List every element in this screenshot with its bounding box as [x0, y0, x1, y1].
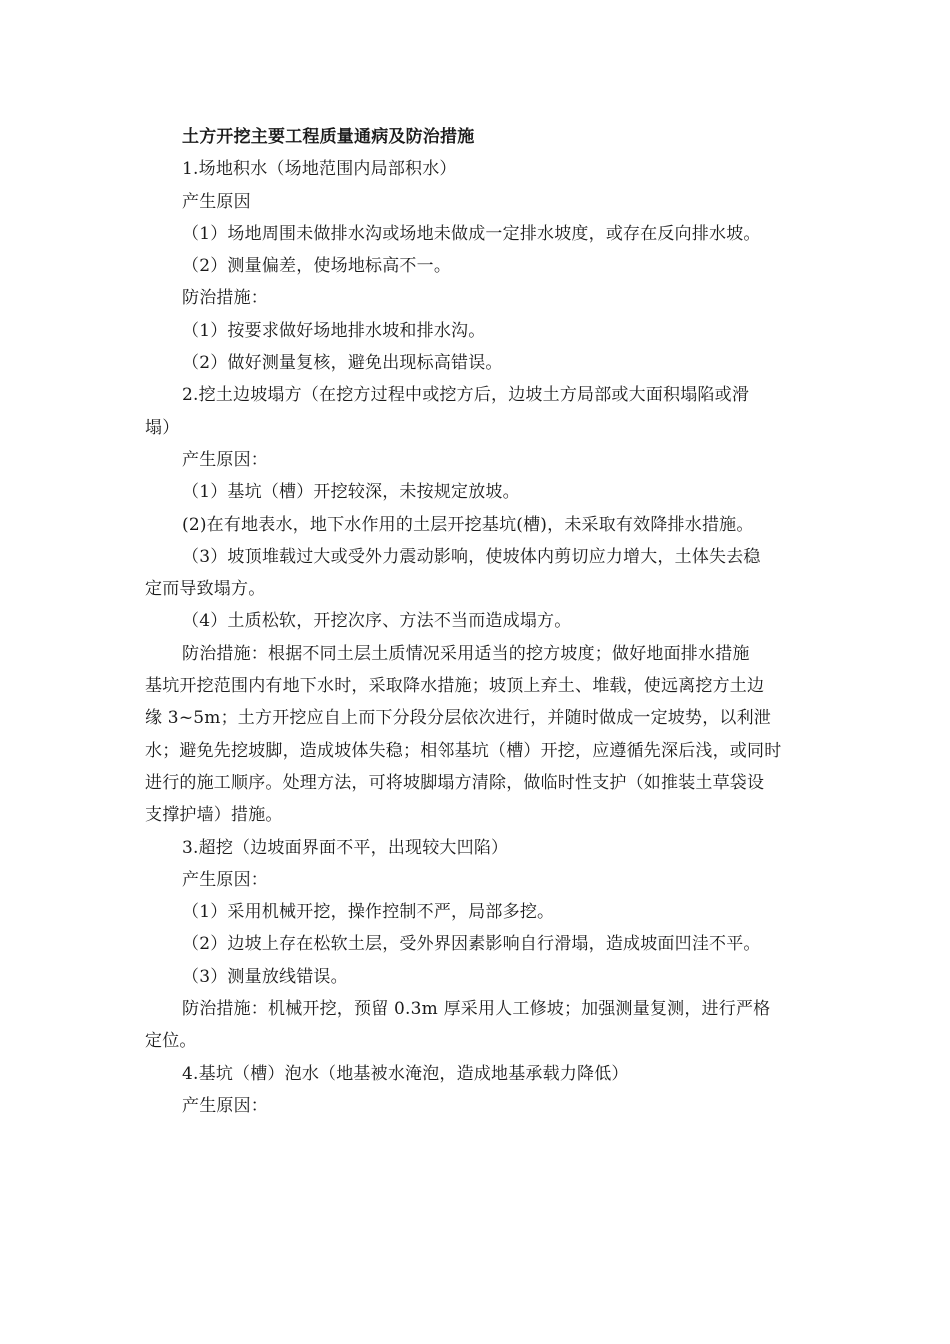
text-line: 基坑开挖范围内有地下水时，采取降水措施；坡顶上弃土、堆载，使远离挖方土边: [145, 676, 765, 697]
text-line: （2）测量偏差，使场地标高不一。: [182, 256, 452, 277]
text-line: 产生原因：: [182, 869, 268, 890]
section-heading-1: 1.场地积水（场地范围内局部积水）: [182, 159, 457, 180]
text-line: （1）基坑（槽）开挖较深，未按规定放坡。: [182, 482, 520, 503]
text-line: 定而导致塌方。: [145, 579, 266, 600]
text-line: 产生原因: [182, 191, 251, 212]
text-line: （2）做好测量复核，避免出现标高错误。: [182, 353, 503, 374]
text-line: 产生原因：: [182, 449, 268, 470]
document-title: 土方开挖主要工程质量通病及防治措施: [182, 127, 475, 147]
text-line: 防治措施：机械开挖，预留 0.3m 厚采用人工修坡；加强测量复测，进行严格: [182, 999, 771, 1020]
text-line: （1）采用机械开挖，操作控制不严，局部多挖。: [182, 902, 555, 923]
text-line: （3）测量放线错误。: [182, 966, 348, 987]
text-line: 进行的施工顺序。处理方法，可将坡脚塌方清除，做临时性支护（如推装土草袋设: [145, 772, 765, 793]
section-heading-2: 2.挖土边坡塌方（在挖方过程中或挖方后，边坡土方局部或大面积塌陷或滑: [182, 385, 750, 406]
document-body: [145, 121, 807, 1122]
text-line: （2）边坡上存在松软土层，受外界因素影响自行滑塌，造成坡面凹洼不平。: [182, 934, 761, 955]
section-heading-3: 3.超挖（边坡面界面不平，出现较大凹陷）: [182, 837, 509, 858]
text-line: （3）坡顶堆载过大或受外力震动影响，使坡体内剪切应力增大，土体失去稳: [182, 546, 761, 567]
text-line: 定位。: [145, 1031, 197, 1052]
text-line: （4）土质松软，开挖次序、方法不当而造成塌方。: [182, 611, 572, 632]
text-line: 水；避免先挖坡脚，造成坡体失稳；相邻基坑（槽）开挖，应遵循先深后浅，或同时: [145, 740, 782, 761]
text-line: (2)在有地表水，地下水作用的土层开挖基坑(槽)，未采取有效降排水措施。: [182, 514, 754, 535]
section-heading-4: 4.基坑（槽）泡水（地基被水淹泡，造成地基承载力降低）: [182, 1063, 629, 1084]
text-line: （1）按要求做好场地排水坡和排水沟。: [182, 320, 486, 341]
text-line: 支撑护墙）措施。: [145, 805, 283, 826]
text-line: 缘 3~5m；土方开挖应自上而下分段分层依次进行，并随时做成一定坡势，以利泄: [145, 708, 771, 729]
text-line: 塌）: [145, 417, 180, 438]
text-line: 防治措施：根据不同土层土质情况采用适当的挖方坡度；做好地面排水措施: [182, 643, 750, 664]
text-line: （1）场地周围未做排水沟或场地未做成一定排水坡度，或存在反向排水坡。: [182, 223, 761, 244]
text-line: 产生原因：: [182, 1095, 268, 1116]
text-line: 防治措施：: [182, 288, 268, 309]
